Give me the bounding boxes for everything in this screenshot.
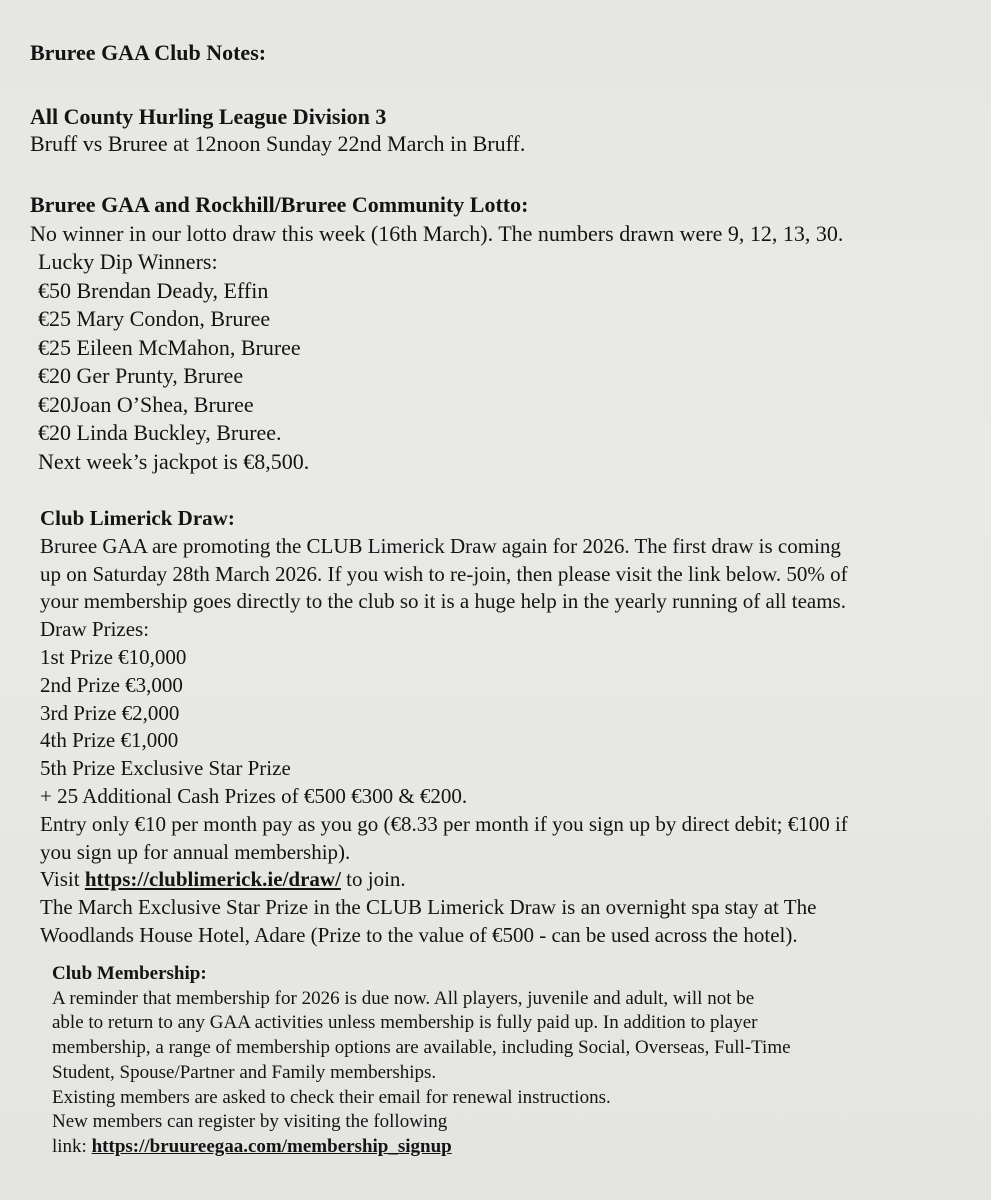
visit-prefix: Visit xyxy=(40,867,85,892)
star-prize-line: The March Exclusive Star Prize in the CLUB Limerick Draw is an overnight spa stay at The xyxy=(40,895,817,920)
draw-prize: 3rd Prize €2,000 xyxy=(40,700,180,725)
hurling-heading: All County Hurling League Division 3 xyxy=(30,104,387,129)
lotto-section xyxy=(30,191,991,476)
draw-prize: 1st Prize €10,000 xyxy=(40,644,187,669)
star-prize-line: Woodlands House Hotel, Adare (Prize to the value of €500 - can be used across the hotel). xyxy=(40,922,798,947)
lotto-jackpot: Next week’s jackpot is €8,500. xyxy=(38,448,310,474)
draw-prize: 5th Prize Exclusive Star Prize xyxy=(40,756,291,781)
draw-prize: 2nd Prize €3,000 xyxy=(40,672,183,697)
visit-suffix: to join. xyxy=(340,867,406,892)
page-title: Bruree GAA Club Notes: xyxy=(30,40,267,65)
membership-signup-link[interactable]: https://bruureegaa.com/membership_signup xyxy=(91,1135,452,1157)
lotto-winner: €25 Mary Condon, Bruree xyxy=(38,306,271,331)
clublimerick-draw-link[interactable]: https://clublimerick.ie/draw/ xyxy=(84,867,341,892)
hurling-section xyxy=(30,103,991,157)
lotto-winner: €20 Linda Buckley, Bruree. xyxy=(38,420,282,445)
entry-line: Entry only €10 per month pay as you go (€8.33 per month if you sign up by direct debit; €100 if xyxy=(40,811,848,836)
notes-title-block xyxy=(30,40,991,66)
lotto-winner: €25 Eileen McMahon, Bruree xyxy=(38,334,301,360)
membership-body-line: Student, Spouse/Partner and Family memberships. xyxy=(52,1061,437,1083)
lotto-result: No winner in our lotto draw this week (16th March). The numbers drawn were 9, 12, 13, 30. xyxy=(30,220,844,246)
lotto-heading: Bruree GAA and Rockhill/Bruree Community Lotto: xyxy=(30,192,529,217)
draw-prize: 4th Prize €1,000 xyxy=(40,728,179,753)
visit-line xyxy=(40,866,991,894)
membership-body-line: able to return to any GAA activities unless membership is fully paid up. In addition to player xyxy=(52,1012,758,1034)
draw-prizes-label: Draw Prizes: xyxy=(40,617,150,642)
limerick-draw-section xyxy=(40,505,991,950)
entry-line: you sign up for annual membership). xyxy=(40,839,351,864)
membership-body-line: membership, a range of membership options are available, including Social, Overseas, Full-Time xyxy=(52,1037,791,1059)
lucky-dip-label: Lucky Dip Winners: xyxy=(38,249,218,274)
membership-link-line xyxy=(52,1135,991,1160)
limerick-intro-line: up on Saturday 28th March 2026. If you wish to re-join, then please visit the link below. 50% of xyxy=(40,561,848,586)
membership-link-prefix: link: xyxy=(52,1135,92,1157)
membership-body-line: New members can register by visiting the following xyxy=(52,1111,448,1133)
lotto-winner: €20Joan O’Shea, Bruree xyxy=(38,391,254,417)
lotto-winner: €50 Brendan Deady, Effin xyxy=(38,277,269,303)
membership-body-line: Existing members are asked to check their email for renewal instructions. xyxy=(52,1086,611,1108)
limerick-heading: Club Limerick Draw: xyxy=(40,506,235,530)
limerick-intro-line: your membership goes directly to the club so it is a huge help in the yearly running of all teams. xyxy=(40,589,846,614)
draw-prize: + 25 Additional Cash Prizes of €500 €300 & €200. xyxy=(40,783,468,808)
membership-body-line: A reminder that membership for 2026 is due now. All players, juvenile and adult, will not be xyxy=(52,987,755,1009)
hurling-fixture: Bruff vs Bruree at 12noon Sunday 22nd March in Bruff. xyxy=(30,131,526,156)
membership-heading: Club Membership: xyxy=(52,963,207,984)
membership-section xyxy=(52,962,991,1160)
limerick-intro-line: Bruree GAA are promoting the CLUB Limerick Draw again for 2026. The first draw is coming xyxy=(40,533,841,558)
lotto-winner: €20 Ger Prunty, Bruree xyxy=(38,363,244,388)
